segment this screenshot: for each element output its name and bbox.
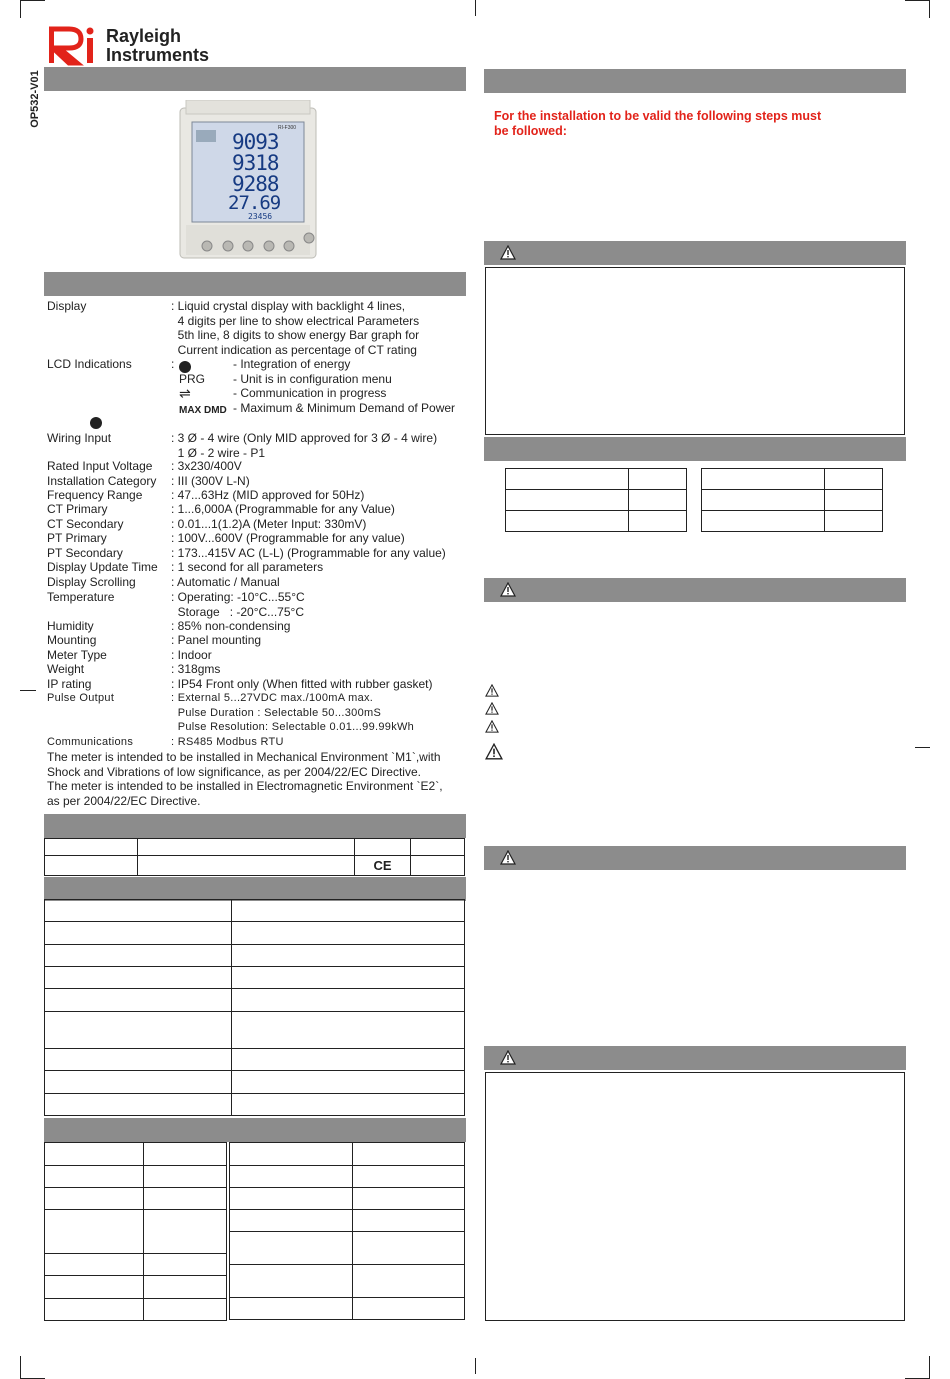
warning-triangle-icon bbox=[485, 720, 499, 733]
spec-value bbox=[171, 299, 419, 357]
installation-notice-line: be followed: bbox=[494, 124, 567, 138]
spec-value-line: : External 5...27VDC max./100mA max. bbox=[171, 692, 374, 704]
spec-label: PT Secondary bbox=[47, 546, 123, 560]
ce-mark: CE bbox=[373, 857, 392, 873]
table-header-bar bbox=[44, 1118, 466, 1142]
spec-value bbox=[171, 735, 284, 750]
spec-label: Weight bbox=[47, 662, 85, 676]
spec-value-line: : 1 second for all parameters bbox=[171, 560, 324, 574]
environment-note-line: The meter is intended to be installed in Electromagnetic Environment `E2`, bbox=[47, 779, 443, 794]
spec-label: LCD Indications bbox=[47, 357, 132, 371]
parameter-table bbox=[44, 899, 465, 1116]
spec-value-line: : 0.01...1(1.2)A (Meter Input: 330mV) bbox=[171, 517, 367, 531]
wiring-table-right bbox=[229, 1142, 465, 1320]
approvals-table bbox=[44, 838, 465, 876]
spec-value-line: Current indication as percentage of CT rating bbox=[171, 342, 417, 357]
warning-header-bar bbox=[484, 578, 906, 602]
warning-triangle-icon bbox=[485, 702, 499, 715]
section-header-bar bbox=[484, 437, 906, 461]
spec-label: Frequency Range bbox=[47, 488, 143, 502]
spec-label: Temperature bbox=[47, 590, 115, 604]
spec-value bbox=[171, 575, 280, 590]
warning-triangle-icon bbox=[485, 684, 499, 697]
spec-value-line: : RS485 Modbus RTU bbox=[171, 736, 284, 748]
specifications-header-bar bbox=[44, 272, 466, 296]
spec-value bbox=[171, 633, 261, 648]
spec-value-line: 4 digits per line to show electrical Parameters bbox=[171, 313, 420, 328]
installation-notice-line: For the installation to be valid the following steps must bbox=[494, 109, 822, 123]
warning-triangle-icon bbox=[500, 245, 516, 260]
brand-name-line1: Rayleigh bbox=[106, 26, 182, 46]
spec-value bbox=[171, 691, 414, 735]
spec-label: Pulse Output bbox=[47, 692, 115, 704]
meter-model-label: RI-F300 bbox=[278, 125, 297, 131]
spec-value bbox=[171, 590, 305, 619]
meter-image bbox=[178, 100, 318, 265]
section-header-bar bbox=[44, 67, 466, 91]
document-code: OP532-V01 bbox=[29, 70, 41, 128]
prg-symbol: PRG bbox=[179, 372, 206, 386]
spec-label: Meter Type bbox=[47, 648, 107, 662]
spec-value bbox=[171, 677, 432, 692]
spec-value-line: : III (300V L-N) bbox=[171, 474, 250, 488]
spec-value-line: : 1...6,000A (Programmable for any Value) bbox=[171, 502, 395, 516]
communication-arrows-icon: ⇌ bbox=[179, 385, 191, 401]
spec-value bbox=[171, 546, 446, 561]
lcd-colon: : bbox=[171, 357, 175, 371]
spec-value-line: : Liquid crystal display with backlight 4 lines, bbox=[171, 299, 406, 313]
spec-label: Mounting bbox=[47, 633, 97, 647]
warning-triangle-icon bbox=[500, 1050, 516, 1065]
spec-label: CT Secondary bbox=[47, 517, 124, 531]
crop-mark bbox=[905, 0, 930, 1]
spec-label: PT Primary bbox=[47, 531, 107, 545]
spec-label: Display Scrolling bbox=[47, 575, 136, 589]
spec-value bbox=[171, 619, 290, 634]
spec-value-line: : 100V...600V (Programmable for any value) bbox=[171, 531, 405, 545]
environment-note-line: as per 2004/22/EC Directive. bbox=[47, 793, 201, 808]
spec-value bbox=[171, 431, 437, 460]
installation-header-bar bbox=[484, 69, 906, 93]
crop-mark bbox=[929, 1356, 930, 1379]
spec-value-line: Storage : -20°C...75°C bbox=[171, 604, 304, 619]
meter-display-line-4: 27.69 bbox=[228, 192, 281, 214]
warning-triangle-icon bbox=[485, 743, 503, 760]
spec-label: IP rating bbox=[47, 677, 92, 691]
table-header-bar bbox=[44, 877, 466, 901]
brand-name-line2: Instruments bbox=[106, 45, 210, 65]
spec-label: Communications bbox=[47, 736, 134, 748]
meter-display-line-3: 9288 bbox=[232, 172, 279, 196]
spec-label: CT Primary bbox=[47, 502, 108, 516]
spec-label: Installation Category bbox=[47, 474, 157, 488]
lcd-indications bbox=[171, 357, 471, 417]
bullet-dot-icon bbox=[90, 417, 102, 429]
warning-content-box bbox=[485, 267, 905, 435]
spec-value-line: : 3 Ø - 4 wire (Only MID approved for 3 Ø - 4 wire) bbox=[171, 431, 438, 445]
spec-value-line: : Indoor bbox=[171, 648, 212, 662]
crop-mark bbox=[475, 1358, 476, 1374]
spec-value-line: : Panel mounting bbox=[171, 633, 262, 647]
spec-value bbox=[171, 474, 250, 489]
spec-value-line: : 318gms bbox=[171, 662, 221, 676]
wiring-table-left bbox=[44, 1142, 227, 1321]
meter-display-line-1: 9093 bbox=[232, 130, 279, 154]
spec-value bbox=[171, 502, 395, 517]
meter-energy-line: 23456 bbox=[248, 212, 273, 221]
spec-value bbox=[171, 560, 323, 575]
crop-mark bbox=[475, 0, 476, 16]
spec-value bbox=[171, 517, 366, 532]
terminal-table-right bbox=[701, 468, 883, 532]
crop-mark bbox=[929, 0, 930, 18]
environment-note-line: Shock and Vibrations of low significance, as per 2004/22/EC Directive. bbox=[47, 764, 421, 779]
warning-content-box bbox=[485, 1072, 905, 1321]
spec-value-line: : 173...415V AC (L-L) (Programmable for any value) bbox=[171, 546, 446, 560]
spec-value bbox=[171, 531, 405, 546]
spec-value-line: : 3x230/400V bbox=[171, 459, 242, 473]
warning-header-bar bbox=[484, 846, 906, 870]
spec-value-line: 1 Ø - 2 wire - P1 bbox=[171, 445, 266, 460]
spec-value-line: : 47...63Hz (MID approved for 50Hz) bbox=[171, 488, 365, 502]
installation-notice bbox=[494, 109, 894, 139]
spec-value bbox=[171, 648, 212, 663]
crop-mark bbox=[20, 0, 21, 18]
spec-label: Rated Input Voltage bbox=[47, 459, 153, 473]
lcd-indication-text: - Unit is in configuration menu bbox=[233, 372, 392, 386]
spec-value-line: : IP54 Front only (When fitted with rubber gasket) bbox=[171, 677, 433, 691]
spec-value bbox=[171, 459, 242, 474]
crop-mark bbox=[915, 747, 930, 748]
spec-value-line: 5th line, 8 digits to show energy Bar graph for bbox=[171, 328, 420, 343]
approvals-header-bar bbox=[44, 814, 466, 838]
spec-value-line: Pulse Resolution: Selectable 0.01...99.99kWh bbox=[171, 721, 415, 734]
spec-label: Wiring Input bbox=[47, 431, 112, 445]
company-logo bbox=[47, 25, 237, 67]
meter-display-line-2: 9318 bbox=[232, 151, 279, 175]
lcd-indication-text: - Maximum & Minimum Demand of Power bbox=[233, 401, 456, 415]
spec-value-line: : Operating: -10°C...55°C bbox=[171, 590, 305, 604]
warning-triangle-icon bbox=[500, 582, 516, 597]
terminal-table-left bbox=[505, 468, 687, 532]
warning-header-bar bbox=[484, 1046, 906, 1070]
environment-note-line: The meter is intended to be installed in Mechanical Environment `M1`,with bbox=[47, 750, 441, 764]
spec-label: Humidity bbox=[47, 619, 94, 633]
ri-logo-mark bbox=[47, 26, 101, 66]
spec-value bbox=[171, 488, 364, 503]
crop-mark bbox=[20, 0, 45, 1]
warning-triangle-icon bbox=[500, 850, 516, 865]
spec-label: Display Update Time bbox=[47, 560, 158, 574]
spec-value bbox=[171, 662, 220, 677]
crop-mark bbox=[20, 1356, 21, 1379]
spec-value-line: : 85% non-condensing bbox=[171, 619, 291, 633]
max-dmd-symbol: MAX DMD bbox=[179, 405, 227, 416]
lcd-indication-text: - Communication in progress bbox=[233, 386, 387, 400]
spec-value-line: : Automatic / Manual bbox=[171, 575, 280, 589]
environment-notes bbox=[47, 750, 467, 808]
spec-value-line: Pulse Duration : Selectable 50...300mS bbox=[171, 706, 382, 719]
crop-mark bbox=[20, 690, 36, 691]
warning-header-bar bbox=[484, 241, 906, 265]
lcd-indication-text: - Integration of energy bbox=[233, 357, 351, 371]
spec-label: Display bbox=[47, 299, 87, 313]
